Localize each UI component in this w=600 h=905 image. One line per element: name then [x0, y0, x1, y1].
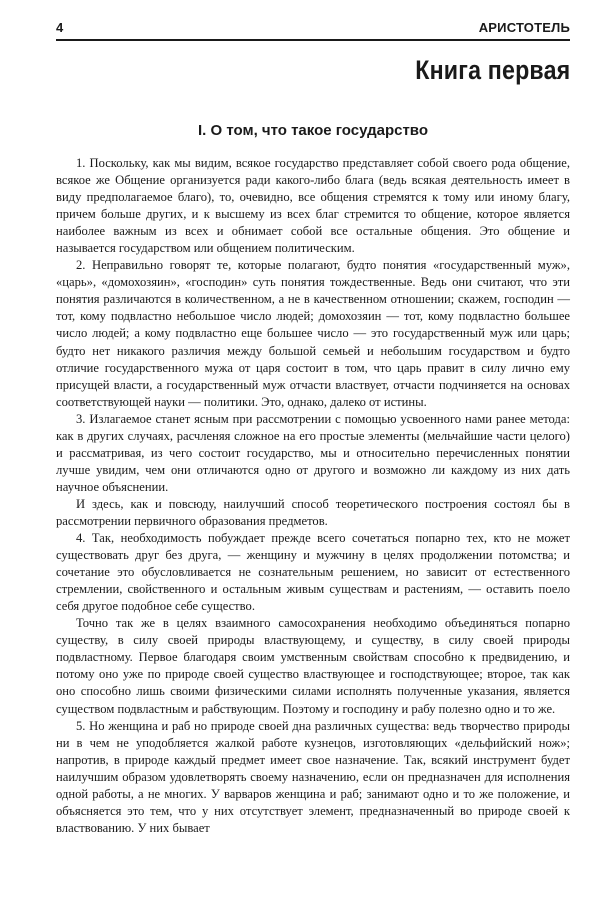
- running-header: [56, 20, 570, 35]
- chapter-title: I. О том, что такое государство: [198, 122, 428, 139]
- paragraph: И здесь, как и повсюду, наилучший способ теоретического построения состоял бы в рассмотрении первичного образования предметов.: [56, 496, 570, 528]
- running-title: АРИСТОТЕЛЬ: [478, 20, 570, 35]
- body-text: [56, 155, 570, 837]
- paragraph: 2. Неправильно говорят те, которые полагают, будто понятия «государственный муж», «царь», «домохозяин», «господин» суть понятия тождественные. Ведь они считают, что эти понятия различаются в количественном, а не в качественном отношении; скажем, господин — тот, кому подвластно небольшое число людей; домохозяин — тот, кому подвластно большее число людей; а кому подвластно еще большее число — это государственный муж или царь; будто нет никакого различия между большой семьей и небольшим государством и будто отличие государственного мужа от царя состоит в том, что царь правит в силу лично ему присущей власти, а государственный муж отчасти властвует, отчасти подчиняется на основах соответствующей науки — политики. Это, однако, далеко от истины.: [56, 258, 570, 409]
- page-number: 4: [56, 20, 64, 35]
- paragraph: 5. Но женщина и раб но природе своей дна различных существа: ведь творчество природы ни в чем не уподобляется жалкой работе кузнецов, изготовляющих «дельфийский нож»; напротив, в природе каждый предмет имеет свое назначение. Так, всякий инструмент будет наилучшим образом удовлетворять своему назначению, если он предназначен для исполнения одной работы, а не многих. У варваров женщина и раб; занимают одно и то же положение, и объясняется это тем, что у них отсутствует элемент, предназначенный во природе своей к властвованию. У них бывает: [56, 718, 570, 835]
- paragraph: 4. Так, необходимость побуждает прежде всего сочетаться попарно тех, кто не может существовать друг без друга, — женщину и мужчину в целях продолжении потомства; и сочетание это обусловливается не сознательным решением, но зависит от естественного стремлении, свойственного и остальным живым существам и растениям, — оставить поело себя другое подобное себе существо.: [56, 531, 570, 614]
- paragraph: Точно так же в целях взаимного самосохранения необходимо объединяться попарно существу, в силу своей природы властвующему, и существу, в силу своей природы подвластному. Первое благодаря своим умственным свойствам способно к предвидению, и потому оно уже по природе своей существо властвующее и господствующее; второе, так как оно способно лишь своими физическими силами исполнять полученные указания, является существом подвластным и рабствующим. Поэтому и господину и рабу полезно одно и то же.: [56, 616, 570, 716]
- book-title: Книга первая: [414, 55, 570, 85]
- header-rule: [56, 39, 570, 41]
- paragraph: 1. Поскольку, как мы видим, всякое государство представляет собой своего рода общение, всякое же Общение организуется ради какого-либо блага (ведь всякая деятельность имеет в виду предполагаемое благо), то, очевидно, все общения стремятся к тому или иному благу, причем больше других, и к высшему из всех благ стремится то общение, которое является наиболее важным из всех и обнимает собой все остальные общения. Это общение и называется государством или общением политическим.: [56, 156, 570, 256]
- paragraph: 3. Излагаемое станет ясным при рассмотрении с помощью усвоенного нами ранее метода: как в других случаях, расчленяя сложное на его простые элементы (мельчайшие части целого) и рассматривая, из чего состоит государство, мы и относительно перечисленных понятии лучше увидим, чем они отличаются одно от другого и возможно ли каждому из них дать научное объяснении.: [56, 411, 570, 494]
